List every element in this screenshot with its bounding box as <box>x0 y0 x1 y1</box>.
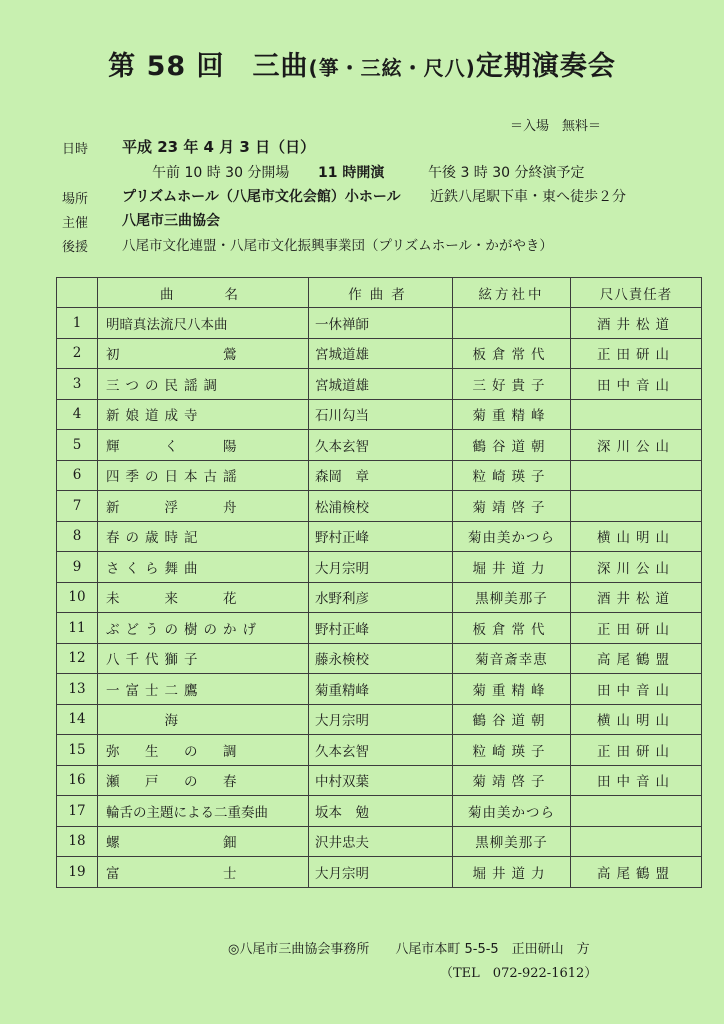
row-number: 10 <box>57 582 98 613</box>
table-row <box>57 521 702 552</box>
sponsor: 八尾市文化連盟・八尾市文化振興事業団（プリズムホール・かがやき） <box>122 238 553 254</box>
row-number: 4 <box>57 399 98 430</box>
koto-group: 板倉常代 <box>453 338 571 369</box>
koto-group: 堀井道力 <box>453 552 571 583</box>
shakuhachi-lead: 正田研山 <box>571 735 702 766</box>
row-number: 13 <box>57 674 98 705</box>
piece-title: 富 士 <box>98 857 309 888</box>
row-number: 3 <box>57 369 98 400</box>
start-time: 11 時開演 <box>318 165 385 181</box>
shakuhachi-lead: 田中音山 <box>571 674 702 705</box>
koto-group: 菊重精峰 <box>453 399 571 430</box>
piece-title: 明暗真法流尺八本曲 <box>98 308 309 339</box>
composer: 中村双葉 <box>309 765 453 796</box>
shakuhachi-lead: 酒井松道 <box>571 308 702 339</box>
program-table <box>56 277 702 888</box>
koto-group: 菊靖啓子 <box>453 765 571 796</box>
composer: 一休禅師 <box>309 308 453 339</box>
header-koto: 絃方社中 <box>453 278 571 308</box>
office-tel: （TEL 072-922-1612） <box>440 966 598 981</box>
koto-group: 菊由美かつら <box>453 521 571 552</box>
composer: 久本玄智 <box>309 735 453 766</box>
title-tail: 定期演奏会 <box>475 51 616 82</box>
composer: 水野利彦 <box>309 582 453 613</box>
shakuhachi-lead: 深川公山 <box>571 552 702 583</box>
page-title <box>0 44 724 83</box>
table-row <box>57 338 702 369</box>
composer: 大月宗明 <box>309 552 453 583</box>
table-row <box>57 308 702 339</box>
shakuhachi-lead <box>571 826 702 857</box>
koto-group: 板倉常代 <box>453 613 571 644</box>
koto-group <box>453 308 571 339</box>
piece-title: 螺 鈿 <box>98 826 309 857</box>
venue: プリズムホール（八尾市文化会館）小ホール <box>122 189 401 205</box>
title-main: 第 58 回 三曲 <box>108 51 309 82</box>
piece-title: 瀬 戸 の 春 <box>98 765 309 796</box>
shakuhachi-lead <box>571 796 702 827</box>
office-address: ◎八尾市三曲協会事務所 八尾市本町 5-5-5 正田研山 方 <box>228 942 590 957</box>
row-number: 7 <box>57 491 98 522</box>
composer: 森岡 章 <box>309 460 453 491</box>
composer: 宮城道雄 <box>309 369 453 400</box>
composer: 大月宗明 <box>309 857 453 888</box>
koto-group: 鶴谷道朝 <box>453 430 571 461</box>
koto-group: 菊由美かつら <box>453 796 571 827</box>
header-composer: 作曲者 <box>309 278 453 308</box>
composer: 野村正峰 <box>309 521 453 552</box>
shakuhachi-lead: 正田研山 <box>571 613 702 644</box>
shakuhachi-lead: 田中音山 <box>571 369 702 400</box>
shakuhachi-lead: 田中音山 <box>571 765 702 796</box>
koto-group: 三好貴子 <box>453 369 571 400</box>
admission-note: ＝入場 無料＝ <box>510 119 602 134</box>
row-number: 9 <box>57 552 98 583</box>
row-number: 19 <box>57 857 98 888</box>
table-row <box>57 552 702 583</box>
row-number: 1 <box>57 308 98 339</box>
table-row <box>57 460 702 491</box>
row-number: 8 <box>57 521 98 552</box>
koto-group: 菊音斎幸恵 <box>453 643 571 674</box>
table-row <box>57 369 702 400</box>
table-row <box>57 765 702 796</box>
table-header-row <box>57 278 702 308</box>
composer: 菊重精峰 <box>309 674 453 705</box>
piece-title: 弥 生 の 調 <box>98 735 309 766</box>
row-number: 18 <box>57 826 98 857</box>
piece-title: 一富士二鷹 <box>98 674 309 705</box>
header-shakuhachi: 尺八責任者 <box>571 278 702 308</box>
piece-title: 八千代獅子 <box>98 643 309 674</box>
table-row <box>57 491 702 522</box>
piece-title: 輝 く 陽 <box>98 430 309 461</box>
table-row <box>57 704 702 735</box>
organizer: 八尾市三曲協会 <box>122 213 220 229</box>
composer: 松浦検校 <box>309 491 453 522</box>
row-number: 17 <box>57 796 98 827</box>
composer: 宮城道雄 <box>309 338 453 369</box>
organizer-label: 主催 <box>62 216 89 231</box>
row-number: 5 <box>57 430 98 461</box>
table-row <box>57 430 702 461</box>
table-row <box>57 643 702 674</box>
koto-group: 黒柳美那子 <box>453 826 571 857</box>
header-title: 曲 名 <box>98 278 309 308</box>
table-row <box>57 826 702 857</box>
composer: 久本玄智 <box>309 430 453 461</box>
title-instruments: (箏・三絃・尺八) <box>308 56 476 80</box>
piece-title: さくら舞曲 <box>98 552 309 583</box>
table-row <box>57 613 702 644</box>
doors-open-time: 午前 10 時 30 分開場 <box>152 165 290 181</box>
table-row <box>57 674 702 705</box>
row-number: 16 <box>57 765 98 796</box>
shakuhachi-lead: 正田研山 <box>571 338 702 369</box>
shakuhachi-lead <box>571 491 702 522</box>
composer: 坂本 勉 <box>309 796 453 827</box>
venue-label: 場所 <box>62 192 89 207</box>
koto-group: 鶴谷道朝 <box>453 704 571 735</box>
row-number: 14 <box>57 704 98 735</box>
end-time: 午後 3 時 30 分終演予定 <box>428 165 585 181</box>
piece-title: 海 <box>98 704 309 735</box>
row-number: 15 <box>57 735 98 766</box>
sponsor-label: 後援 <box>62 240 89 255</box>
shakuhachi-lead: 酒井松道 <box>571 582 702 613</box>
composer: 野村正峰 <box>309 613 453 644</box>
koto-group: 菊靖啓子 <box>453 491 571 522</box>
piece-title: 初 鶯 <box>98 338 309 369</box>
composer: 藤永検校 <box>309 643 453 674</box>
shakuhachi-lead: 横山明山 <box>571 704 702 735</box>
piece-title: 未 来 花 <box>98 582 309 613</box>
row-number: 12 <box>57 643 98 674</box>
koto-group: 菊重精峰 <box>453 674 571 705</box>
piece-title: 春の歳時記 <box>98 521 309 552</box>
koto-group: 粒崎瑛子 <box>453 735 571 766</box>
piece-title: ぶどうの樹のかげ <box>98 613 309 644</box>
shakuhachi-lead <box>571 460 702 491</box>
piece-title: 輪舌の主題による二重奏曲 <box>98 796 309 827</box>
shakuhachi-lead: 横山明山 <box>571 521 702 552</box>
piece-title: 新 浮 舟 <box>98 491 309 522</box>
composer: 沢井忠夫 <box>309 826 453 857</box>
piece-title: 三つの民謡調 <box>98 369 309 400</box>
shakuhachi-lead: 高尾鶴盟 <box>571 643 702 674</box>
shakuhachi-lead: 深川公山 <box>571 430 702 461</box>
table-row <box>57 735 702 766</box>
koto-group: 粒崎瑛子 <box>453 460 571 491</box>
composer: 大月宗明 <box>309 704 453 735</box>
table-row <box>57 582 702 613</box>
shakuhachi-lead <box>571 399 702 430</box>
table-row <box>57 399 702 430</box>
composer: 石川勾当 <box>309 399 453 430</box>
header-number <box>57 278 98 308</box>
row-number: 11 <box>57 613 98 644</box>
access-info: 近鉄八尾駅下車・東へ徒歩２分 <box>430 189 626 205</box>
event-date: 平成 23 年 4 月 3 日（日） <box>122 138 316 156</box>
table-row <box>57 796 702 827</box>
koto-group: 黒柳美那子 <box>453 582 571 613</box>
table-row <box>57 857 702 888</box>
datetime-label: 日時 <box>62 142 89 157</box>
piece-title: 新娘道成寺 <box>98 399 309 430</box>
koto-group: 堀井道力 <box>453 857 571 888</box>
piece-title: 四季の日本古謡 <box>98 460 309 491</box>
row-number: 2 <box>57 338 98 369</box>
row-number: 6 <box>57 460 98 491</box>
shakuhachi-lead: 高尾鶴盟 <box>571 857 702 888</box>
